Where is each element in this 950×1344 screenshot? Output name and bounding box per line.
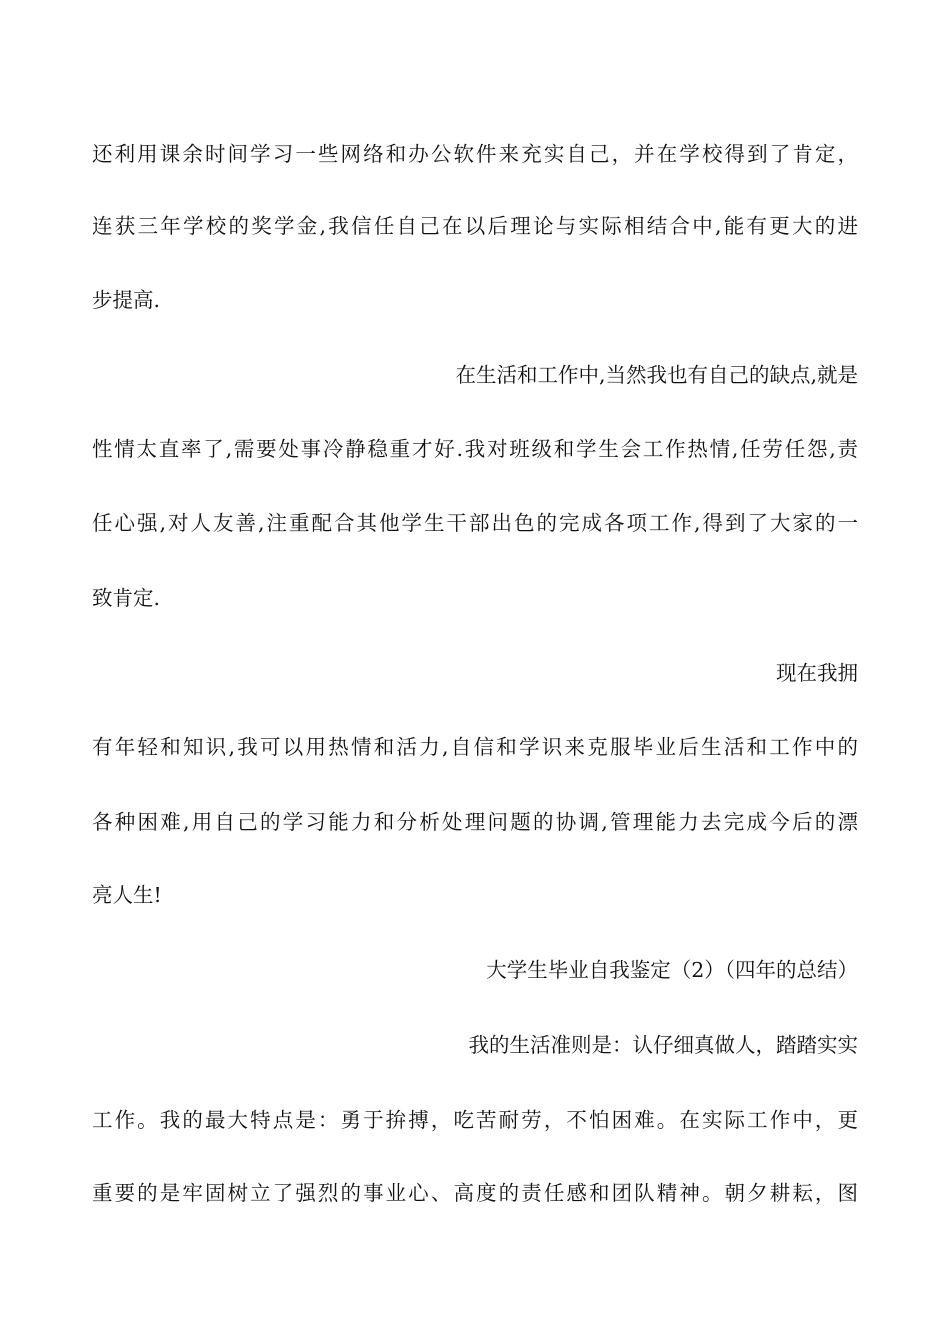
text-line: 任心强,对人友善,注重配合其他学生干部出色的完成各项工作,得到了大家的一 (92, 511, 858, 535)
text-line: 我的生活准则是：认仔细真做人，踏踏实实 (468, 1033, 858, 1057)
text-line: 各种困难,用自己的学习能力和分析处理问题的协调,管理能力去完成今后的漂 (92, 810, 858, 834)
text-line: 亮人生! (92, 883, 162, 907)
text-line: 有年轻和知识,我可以用热情和活力,自信和学识来克服毕业后生活和工作中的 (92, 735, 858, 759)
text-line: 致肯定. (92, 586, 161, 610)
text-line: 步提高. (92, 288, 161, 312)
text-line: 在生活和工作中,当然我也有自己的缺点,就是 (455, 363, 858, 387)
text-line: 连获三年学校的奖学金,我信任自己在以后理论与实际相结合中,能有更大的进 (92, 214, 858, 238)
text-line: 现在我拥 (776, 661, 858, 685)
section-heading: 大学生毕业自我鉴定（2）（四年的总结） (486, 958, 858, 982)
text-line: 性情太直率了,需要处事冷静稳重才好.我对班级和学生会工作热情,任劳任怨,责 (92, 437, 858, 461)
text-line: 重要的是牢固树立了强烈的事业心、高度的责任感和团队精神。朝夕耕耘，图 (92, 1181, 858, 1205)
text-line: 还利用课余时间学习一些网络和办公软件来充实自己，并在学校得到了肯定， (92, 142, 858, 166)
text-line: 工作。我的最大特点是：勇于拚搏，吃苦耐劳，不怕困难。在实际工作中，更 (92, 1108, 858, 1132)
